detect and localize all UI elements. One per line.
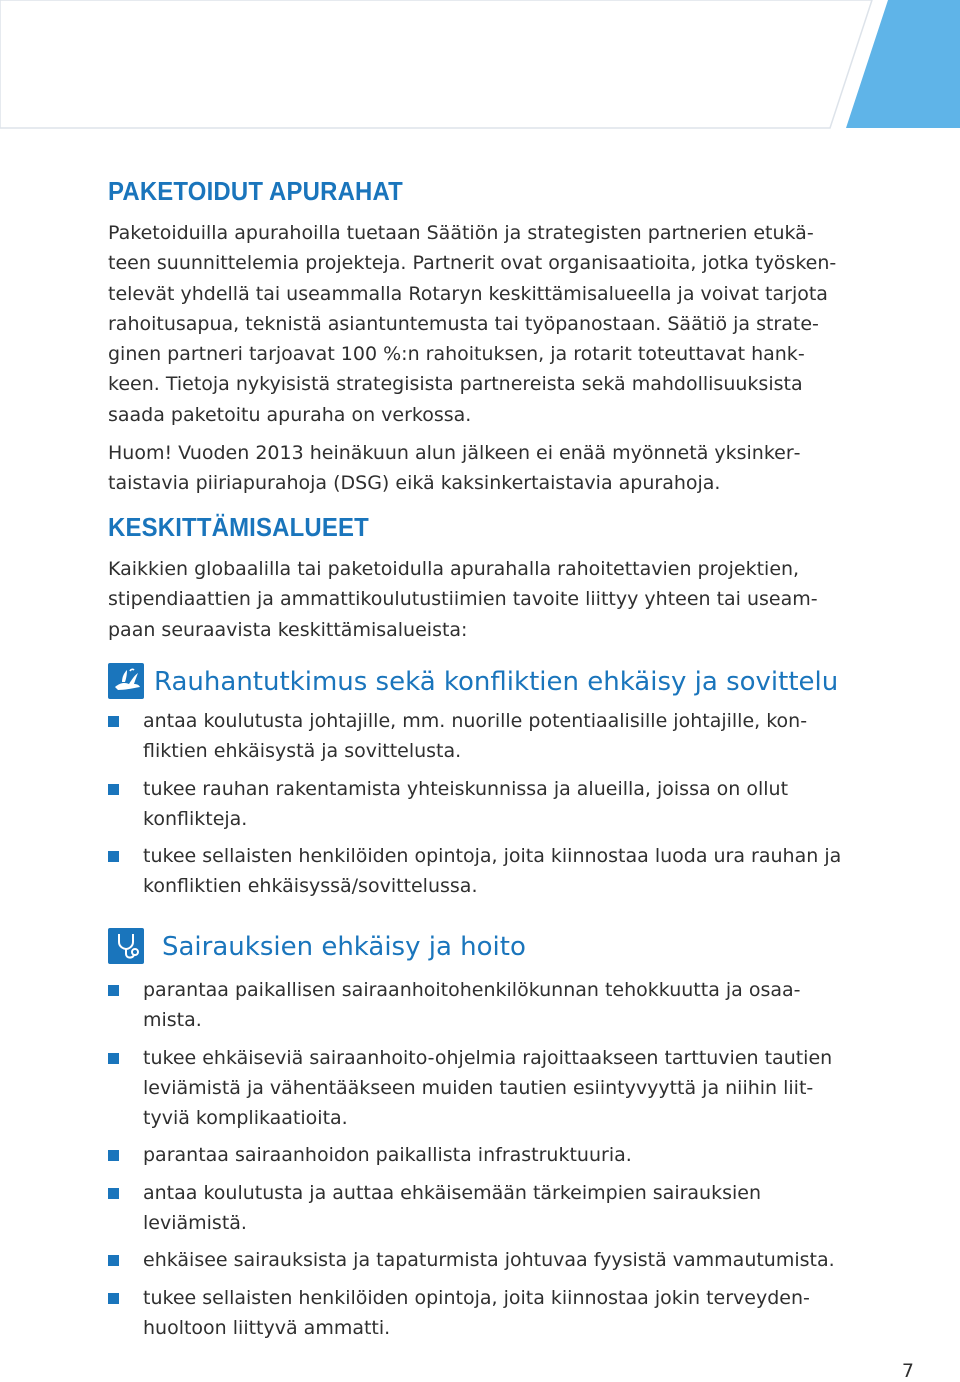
list-item (108, 1178, 848, 1239)
page-corner-decoration (0, 0, 960, 140)
list-item-text: antaa koulutusta johtajille, mm. nuorille potentiaalisille johtajille, konfliktien ehkäisystä ja sovittelusta. (143, 710, 808, 763)
bullet-square-icon (108, 784, 119, 795)
list-item-text: antaa koulutusta ja auttaa ehkäisemään tärkeimpien sairauksien leviämistä. (143, 1181, 762, 1235)
list-item (108, 1245, 848, 1275)
list-item (108, 1043, 848, 1134)
paragraph-paketoidut-intro: Paketoiduilla apurahoilla tuetaan Säätiön ja strategisten partnerien etukäteen suunnittelemia projekteja. Partnerit ovat organisaatioita, jotka työskentelevät yhdellä tai useammalla Rotaryn keskittämisalueella ja voivat tarjota rahoitusapua, teknistä asiantuntemusta tai työpanostaan. Säätiö ja strateginen partneri tarjoavat 100 %:n rahoituksen, ja rotarit toteuttavat hankkeen. Tietoja nykyisistä strategisista partnereista sekä mahdollisuuksista saada paketoitu apuraha on verkossa. (108, 222, 837, 426)
list-item-text: parantaa sairaanhoidon paikallista infrastruktuuria. (143, 1144, 632, 1167)
paragraph-keskittamisalueet-intro: Kaikkien globaalilla tai paketoidulla apurahalla rahoitettavien projektien, stipendiaattien ja ammattikoulutustiimien tavoite liittyy yhteen tai useampaan seuraavista keskittämisalueista: (108, 558, 818, 641)
list-item (108, 841, 848, 902)
list-item-text: tukee sellaisten henkilöiden opintoja, joita kiinnostaa jokin terveydenhuoltoon liittyvä ammatti. (143, 1286, 810, 1339)
bullet-square-icon (108, 716, 119, 727)
bullet-square-icon (108, 1150, 119, 1161)
list-item (108, 774, 848, 835)
list-item-text: tukee ehkäiseviä sairaanhoito-ohjelmia rajoittaakseen tarttuvien tautien leviämistä ja vähentääkseen muiden tautien esiintyvyyttä ja niihin liittyviä komplikaatioita. (143, 1046, 833, 1130)
bullet-list-peace (108, 706, 848, 902)
bullet-square-icon (108, 1053, 119, 1064)
bullet-square-icon (108, 851, 119, 862)
list-item-text: tukee rauhan rakentamista yhteiskunnissa ja alueilla, joissa on ollut konflikteja. (143, 777, 789, 830)
list-item (108, 975, 848, 1036)
area-header-peace (108, 663, 848, 703)
area-header-disease (108, 928, 848, 968)
list-item-text: tukee sellaisten henkilöiden opintoja, joita kiinnostaa luoda ura rauhan ja konfliktien ehkäisyssä/sovittelussa. (143, 845, 842, 898)
list-item (108, 1140, 848, 1170)
list-item (108, 706, 848, 767)
list-item-text: ehkäisee sairauksista ja tapaturmista johtuvaa fyysistä vammautumista. (143, 1249, 835, 1272)
bullet-list-disease (108, 975, 848, 1343)
area-title-peace: Rauhantutkimus sekä konfliktien ehkäisy ja sovittelu (154, 667, 839, 697)
stethoscope-icon (108, 928, 144, 964)
list-item-text: parantaa paikallisen sairaanhoitohenkilökunnan tehokkuutta ja osaamista. (143, 979, 801, 1032)
heading-keskittamisalueet: KESKITTÄMISALUEET (108, 512, 369, 542)
dove-icon (108, 663, 144, 699)
page-number: 7 (901, 1360, 914, 1382)
bullet-square-icon (108, 985, 119, 996)
bullet-square-icon (108, 1255, 119, 1266)
area-title-disease: Sairauksien ehkäisy ja hoito (162, 932, 526, 962)
paragraph-note: Huom! Vuoden 2013 heinäkuun alun jälkeen ei enää myönnetä yksinkertaistavia piiriapurahoja (DSG) eikä kaksinkertaistavia apurahoja. (108, 442, 801, 495)
heading-paketoidut-apurahat: PAKETOIDUT APURAHAT (108, 176, 403, 206)
bullet-square-icon (108, 1188, 119, 1199)
list-item (108, 1283, 848, 1344)
bullet-square-icon (108, 1293, 119, 1304)
